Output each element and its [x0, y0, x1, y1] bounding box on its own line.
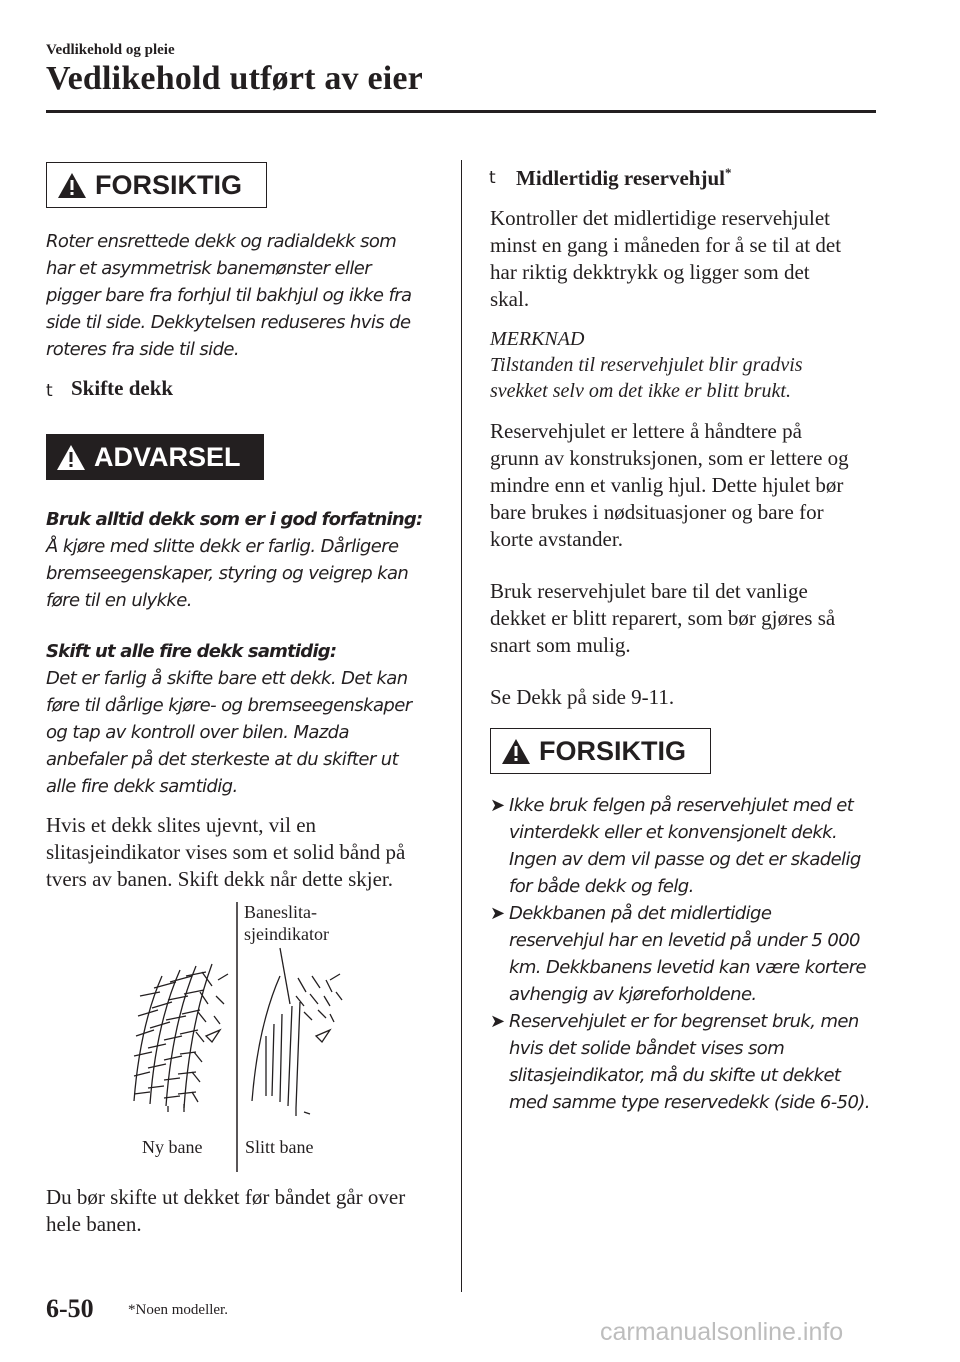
warning-heading: Bruk alltid dekk som er i god forfatning:	[46, 509, 423, 530]
section-label: Vedlikehold og pleie	[46, 42, 175, 58]
caution-box	[490, 728, 711, 774]
bullet-line: Dekkbanen på det midlertidige	[509, 903, 772, 924]
note-line: svekket selv om det ikke er blitt brukt.	[490, 380, 791, 402]
body-line: Kontroller det midlertidige reservehjulet	[490, 206, 830, 230]
note-line: Tilstanden til reservehjulet blir gradvis	[490, 354, 803, 376]
warning-triangle-icon	[56, 444, 86, 471]
warning-triangle-icon	[57, 172, 87, 199]
indicator-label-line2: sjeindikator	[244, 924, 329, 944]
body-line: Reservehjulet er lettere å håndtere på	[490, 419, 802, 443]
caution-label: FORSIKTIG	[539, 735, 686, 766]
bullet-line: Ikke bruk felgen på reservehjulet med et	[509, 795, 854, 816]
body-paragraph	[490, 205, 880, 313]
body-paragraph	[490, 578, 885, 659]
caution-bullet-item	[490, 1008, 890, 1116]
arrow-bullet-icon: ➤	[490, 1011, 505, 1032]
warning-line: alle fire dekk samtidig.	[46, 776, 238, 797]
caution-text	[46, 228, 446, 363]
caution-box	[46, 162, 267, 208]
body-line: har riktig dekktrykk og ligger som det	[490, 260, 810, 284]
body-line: Du bør skifte ut dekket før båndet går over	[46, 1185, 406, 1209]
warning-heading: Skift ut alle fire dekk samtidig:	[46, 641, 337, 662]
warning-line: føre til dårlige kjøre- og bremseegenskaper	[46, 695, 412, 716]
body-line: Hvis et dekk slites ujevnt, vil en	[46, 813, 317, 837]
bullet-line: med samme type reservedekk (side 6-50).	[509, 1092, 870, 1113]
bullet-line: vinterdekk eller et konvensjonelt dekk.	[509, 822, 838, 843]
body-line: bare brukes i nødsituasjoner og bare for	[490, 500, 824, 524]
worn-tread-label: Slitt bane	[245, 1137, 314, 1157]
body-line: skal.	[490, 287, 530, 311]
arrow-bullet-icon: ➤	[490, 795, 505, 816]
warning-line: bremseegenskaper, styring og veigrep kan	[46, 563, 409, 584]
section-heading-skifte-dekk: Skifte dekk	[71, 376, 174, 400]
section-marker: t	[46, 381, 53, 401]
bullet-line: Reservehjulet er for begrenset bruk, men	[509, 1011, 859, 1032]
watermark: carmanualsonline.info	[600, 1318, 844, 1346]
section-marker: t	[489, 168, 496, 188]
bullet-line: avhengig av kjøreforholdene.	[509, 984, 757, 1005]
bullet-line: for både dekk og felg.	[509, 876, 694, 897]
bullet-line: slitasjeindikator, må du skifte ut dekket	[509, 1065, 841, 1086]
tread-illustration	[120, 896, 420, 1176]
body-line: grunn av konstruksjonen, som er lettere og	[490, 446, 849, 470]
cross-reference: Se Dekk på side 9-11.	[490, 685, 675, 709]
indicator-label-line1: Baneslita-	[244, 902, 317, 922]
warning-text	[46, 506, 456, 800]
warning-line: anbefaler på det sterkeste at du skifter ut	[46, 749, 399, 770]
body-line: minst en gang i måneden for å se til at det	[490, 233, 842, 257]
heading-text: Midlertidig reservehjul	[516, 166, 725, 190]
bullet-line: Ingen av dem vil passe og det er skadelig	[509, 849, 861, 870]
body-line: snart som mulig.	[490, 633, 631, 657]
caution-bullet-list	[490, 792, 890, 1116]
caution-line: Roter ensrettede dekk og radialdekk som	[46, 231, 397, 252]
caution-line: pigger bare fra forhjul til bakhjul og ikke fra	[46, 285, 412, 306]
footnote: *Noen modeller.	[128, 1302, 228, 1318]
arrow-bullet-icon: ➤	[490, 903, 505, 924]
body-paragraph	[46, 812, 456, 893]
body-line: Bruk reservehjulet bare til det vanlige	[490, 579, 808, 603]
footnote-asterisk: *	[725, 165, 732, 180]
body-line: korte avstander.	[490, 527, 623, 551]
caution-line: side til side. Dekkytelsen reduseres hvis de	[46, 312, 411, 333]
warning-line: Å kjøre med slitte dekk er farlig. Dårligere	[46, 536, 399, 557]
note-label: MERKNAD	[490, 328, 585, 350]
warning-line: føre til en ulykke.	[46, 590, 192, 611]
body-line: mindre enn et vanlig hjul. Dette hjulet bør	[490, 473, 844, 497]
body-line: dekket er blitt reparert, som bør gjøres så	[490, 606, 836, 630]
page-number: 6-50	[46, 1294, 94, 1323]
caution-bullet-item	[490, 900, 890, 1008]
bullet-line: reservehjul har en levetid på under 5 000	[509, 930, 860, 951]
caution-bullet-item	[490, 792, 890, 900]
section-heading-reservehjul	[516, 165, 732, 191]
caution-line: roteres fra side til side.	[46, 339, 239, 360]
header-rule	[46, 110, 876, 113]
body-paragraph	[46, 1184, 456, 1238]
column-divider	[461, 160, 462, 1292]
page-title: Vedlikehold utført av eier	[46, 60, 423, 97]
body-line: hele banen.	[46, 1212, 142, 1236]
bullet-line: km. Dekkbanens levetid kan være kortere	[509, 957, 867, 978]
bullet-line: hvis det solide båndet vises som	[509, 1038, 785, 1059]
body-line: tvers av banen. Skift dekk når dette skjer.	[46, 867, 393, 891]
warning-box	[46, 434, 264, 480]
warning-triangle-icon	[501, 738, 531, 765]
warning-line: Det er farlig å skifte bare ett dekk. Det kan	[46, 668, 408, 689]
caution-line: har et asymmetrisk banemønster eller	[46, 258, 372, 279]
caution-label: FORSIKTIG	[95, 169, 242, 200]
body-paragraph	[490, 418, 885, 553]
body-line: slitasjeindikator vises som et solid bånd på	[46, 840, 406, 864]
tread-wear-figure	[120, 896, 420, 1176]
new-tread-label: Ny bane	[142, 1137, 203, 1157]
warning-label: ADVARSEL	[94, 441, 241, 472]
note-block	[490, 326, 880, 404]
warning-line: og tap av kontroll over bilen. Mazda	[46, 722, 349, 743]
